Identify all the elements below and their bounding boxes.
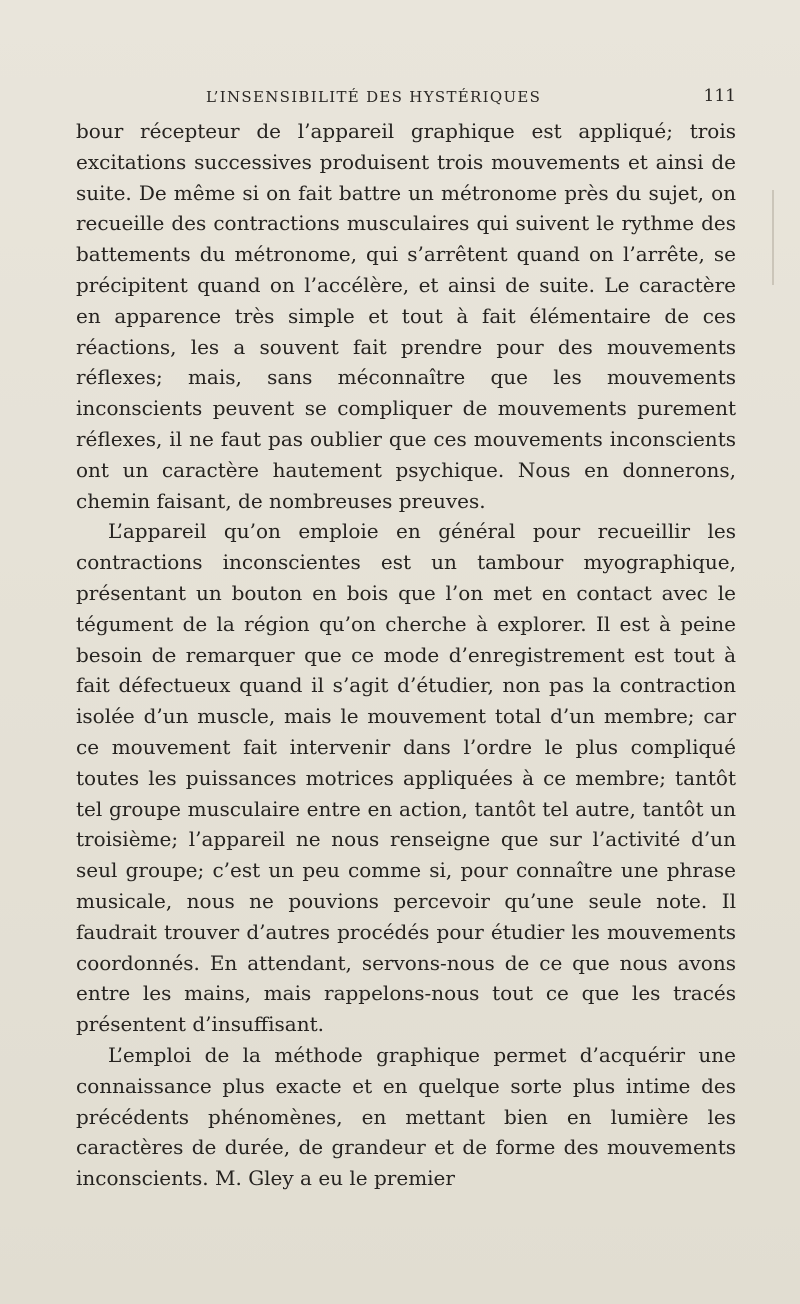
running-title: L’INSENSIBILITÉ DES HYSTÉRIQUES: [206, 88, 542, 106]
paragraph-3: L’emploi de la méthode graphique permet d’acquérir une connaissance plus exacte et en quelque sorte plus intime des précédents phénomènes, en mettant bien en lumière les caractères de durée, de grandeur et de forme des mouvements inconscients. M. Gley a eu le premier: [76, 1042, 736, 1191]
paragraph-1: bour récepteur de l’appareil graphique est appliqué; trois excitations successives produisent trois mouvements et ainsi de suite. De même si on fait battre un métronome près du sujet, on recueille des contractions musculaires qui suivent le rythme des battements du métronome, qui s’arrêtent quand on l’arrête, se précipitent quand on l’accélère, et ainsi de suite. Le caractère en apparence très simple et tout à fait élémentaire de ces réactions, les a souvent fait prendre pour des mouvements réflexes; mais, sans méconnaître que les mouvements inconscients peuvent se compliquer de mouvements purement réflexes, il ne faut pas oublier que ces mouvements inconscients ont un caractère hautement psychique. Nous en donnerons, chemin faisant, de nombreuses preuves.: [76, 119, 736, 513]
page-edge-shadow: [772, 190, 774, 285]
running-head: [76, 82, 736, 114]
paragraph-2: L’appareil qu’on emploie en général pour recueillir les contractions inconscientes est un tambour myographique, présentant un bouton en bois que l’on met en contact avec le tégument de la région qu’on cherche à explorer. Il est à peine besoin de remarquer que ce mode d’enregistrement est tout à fait défectueux quand il s’agit d’étudier, non pas la contraction isolée d’un muscle, mais le mouvement total d’un membre; car ce mouvement fait intervenir dans l’ordre le plus compliqué toutes les puissances motrices appliquées à ce membre; tantôt tel groupe musculaire entre en action, tantôt tel autre, tantôt un troisième; l’appareil ne nous renseigne que sur l’activité d’un seul groupe; c’est un peu comme si, pour connaître une phrase musicale, nous ne pouvions percevoir qu’une seule note. Il faudrait trouver d’autres procédés pour étudier les mouvements coordonnés. En attendant, servons-nous de ce que nous avons entre les mains, mais rappelons-nous tout ce que les tracés présentent d’insuffisant.: [76, 519, 736, 1037]
body-text: [76, 116, 736, 1194]
page-number: 111: [703, 86, 736, 106]
